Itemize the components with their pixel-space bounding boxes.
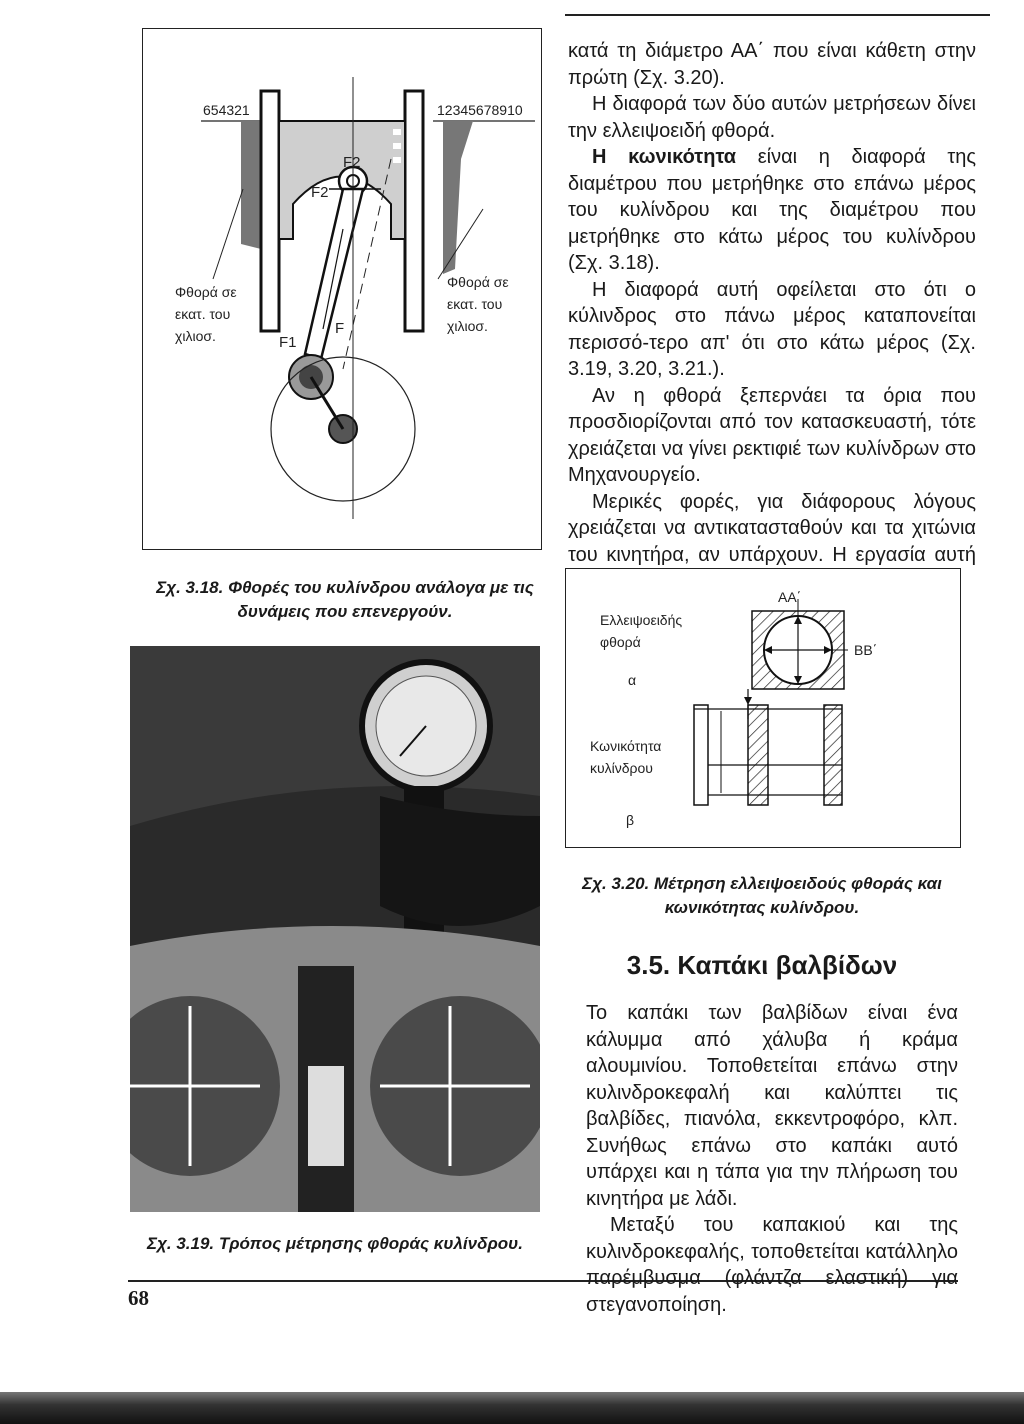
figure-3-18 <box>142 28 542 550</box>
term-taper: Η κωνικότητα <box>592 146 737 168</box>
label-bb: ΒΒ΄ <box>854 642 878 658</box>
label-elliptical-1: Ελλειψοειδής <box>600 612 683 628</box>
ovality-taper-diagram <box>566 569 960 847</box>
caption-line-1: Σχ. 3.18. Φθορές του κυλίνδρου ανάλογα με τις <box>156 578 534 597</box>
figure-3-18-caption <box>150 576 540 624</box>
page-number: 68 <box>128 1286 149 1310</box>
paragraph-2: Η διαφορά των δύο αυτών μετρήσεων δίνει την ελλειψοειδή φθορά. <box>568 93 976 142</box>
force-f2-top: F2 <box>343 154 361 171</box>
wear-label-left-3: χιλιοσ. <box>175 328 216 344</box>
caption-line-2: δυνάμεις που επενεργούν. <box>237 602 453 621</box>
wear-label-left-2: εκατ. του <box>175 306 231 322</box>
label-beta: β <box>626 812 635 828</box>
paragraph-3-rest: είναι η διαφορά της διαμέτρου που μετρήθηκε στο επάνω μέρος του κυλίνδρου και της διαμέτρου που μετρήθηκε στο κάτω μέρος του κυλίνδρου (Σχ. 3.18). <box>568 146 976 274</box>
wear-label-right-1: Φθορά σε <box>447 274 509 290</box>
paragraph-1: κατά τη διάμετρο ΑΑ΄ που είναι κάθετη στην πρώτη (Σχ. 3.20). <box>568 40 976 89</box>
label-taper-1: Κωνικότητα <box>590 738 662 754</box>
paragraph-3 <box>568 144 976 277</box>
paragraph-5: Αν η φθορά ξεπερνάει τα όρια που προσδιορίζονται από τον κατασκευαστή, τότε χρειάζεται να γίνει ρεκτιφιέ των κυλίνδρων στο Μηχανουργείο. <box>568 384 976 486</box>
label-alpha: α <box>628 672 637 688</box>
right-column-top <box>568 38 976 595</box>
wear-label-left-1: Φθορά σε <box>175 284 237 300</box>
force-f: F <box>335 320 345 337</box>
caption-line-1: Σχ. 3.20. Μέτρηση ελλειψοειδούς φθοράς και <box>582 874 942 893</box>
force-f2-side: F2 <box>311 184 329 201</box>
paragraph-6: Μερικές φορές, για διάφορους λόγους χρειάζεται να αντικατασταθούν και τα χιτώνια του κινητήρα, αν υπάρχουν. Η εργασία αυτή <box>568 490 976 566</box>
paragraph-8: Μεταξύ του καπακιού και της κυλινδροκεφαλής, τοποθετείται κατάλληλο παρέμβυσμα (φλάντζα ελαστική) για στεγανοποίηση. <box>586 1214 958 1316</box>
scan-edge-band <box>0 1392 1024 1424</box>
right-column-bottom <box>586 1000 958 1318</box>
scale-right: 12345678910 <box>437 102 523 118</box>
paragraph-4: Η διαφορά αυτή οφείλεται στο ότι ο κύλινδρος στο πάνω μέρος καταπονείται περισσό-τερο απ' ότι στο κάτω μέρος (Σχ. 3.19, 3.20, 3.21.). <box>568 278 976 380</box>
figure-3-19-caption: Σχ. 3.19. Τρόπος μέτρησης φθοράς κυλίνδρου. <box>147 1234 523 1253</box>
wear-label-right-3: χιλιοσ. <box>447 318 488 334</box>
figure-3-19-photo <box>130 646 540 1212</box>
label-taper-2: κυλίνδρου <box>590 760 653 776</box>
section-heading: 3.5. Καπάκι βαλβίδων <box>626 950 898 980</box>
paragraph-7: Το καπάκι των βαλβίδων είναι ένα κάλυμμα από χάλυβα ή κράμα αλουμινίου. Τοποθετείται επάνω στην κυλινδροκεφαλή και καλύπτει τις βαλβίδες, πιανόλα, εκκεντροφόρο, κλπ. Συνήθως επάνω στο καπάκι αυτό υπάρχει και η τάπα για την πλήρωση του κινητήρα με λάδι. <box>586 1002 958 1210</box>
caption-line-2: κωνικότητας κυλίνδρου. <box>664 898 860 917</box>
force-f1: F1 <box>279 334 297 351</box>
scale-left: 654321 <box>203 102 250 118</box>
figure-3-20-caption <box>565 872 959 920</box>
bore-gauge-photo <box>130 646 540 1212</box>
label-aa: ΑΑ΄ <box>778 589 802 605</box>
wear-label-right-2: εκατ. του <box>447 296 503 312</box>
figure-3-20 <box>565 568 961 848</box>
top-rule <box>565 14 990 16</box>
label-elliptical-2: φθορά <box>600 634 641 650</box>
piston-wear-diagram <box>143 29 541 549</box>
